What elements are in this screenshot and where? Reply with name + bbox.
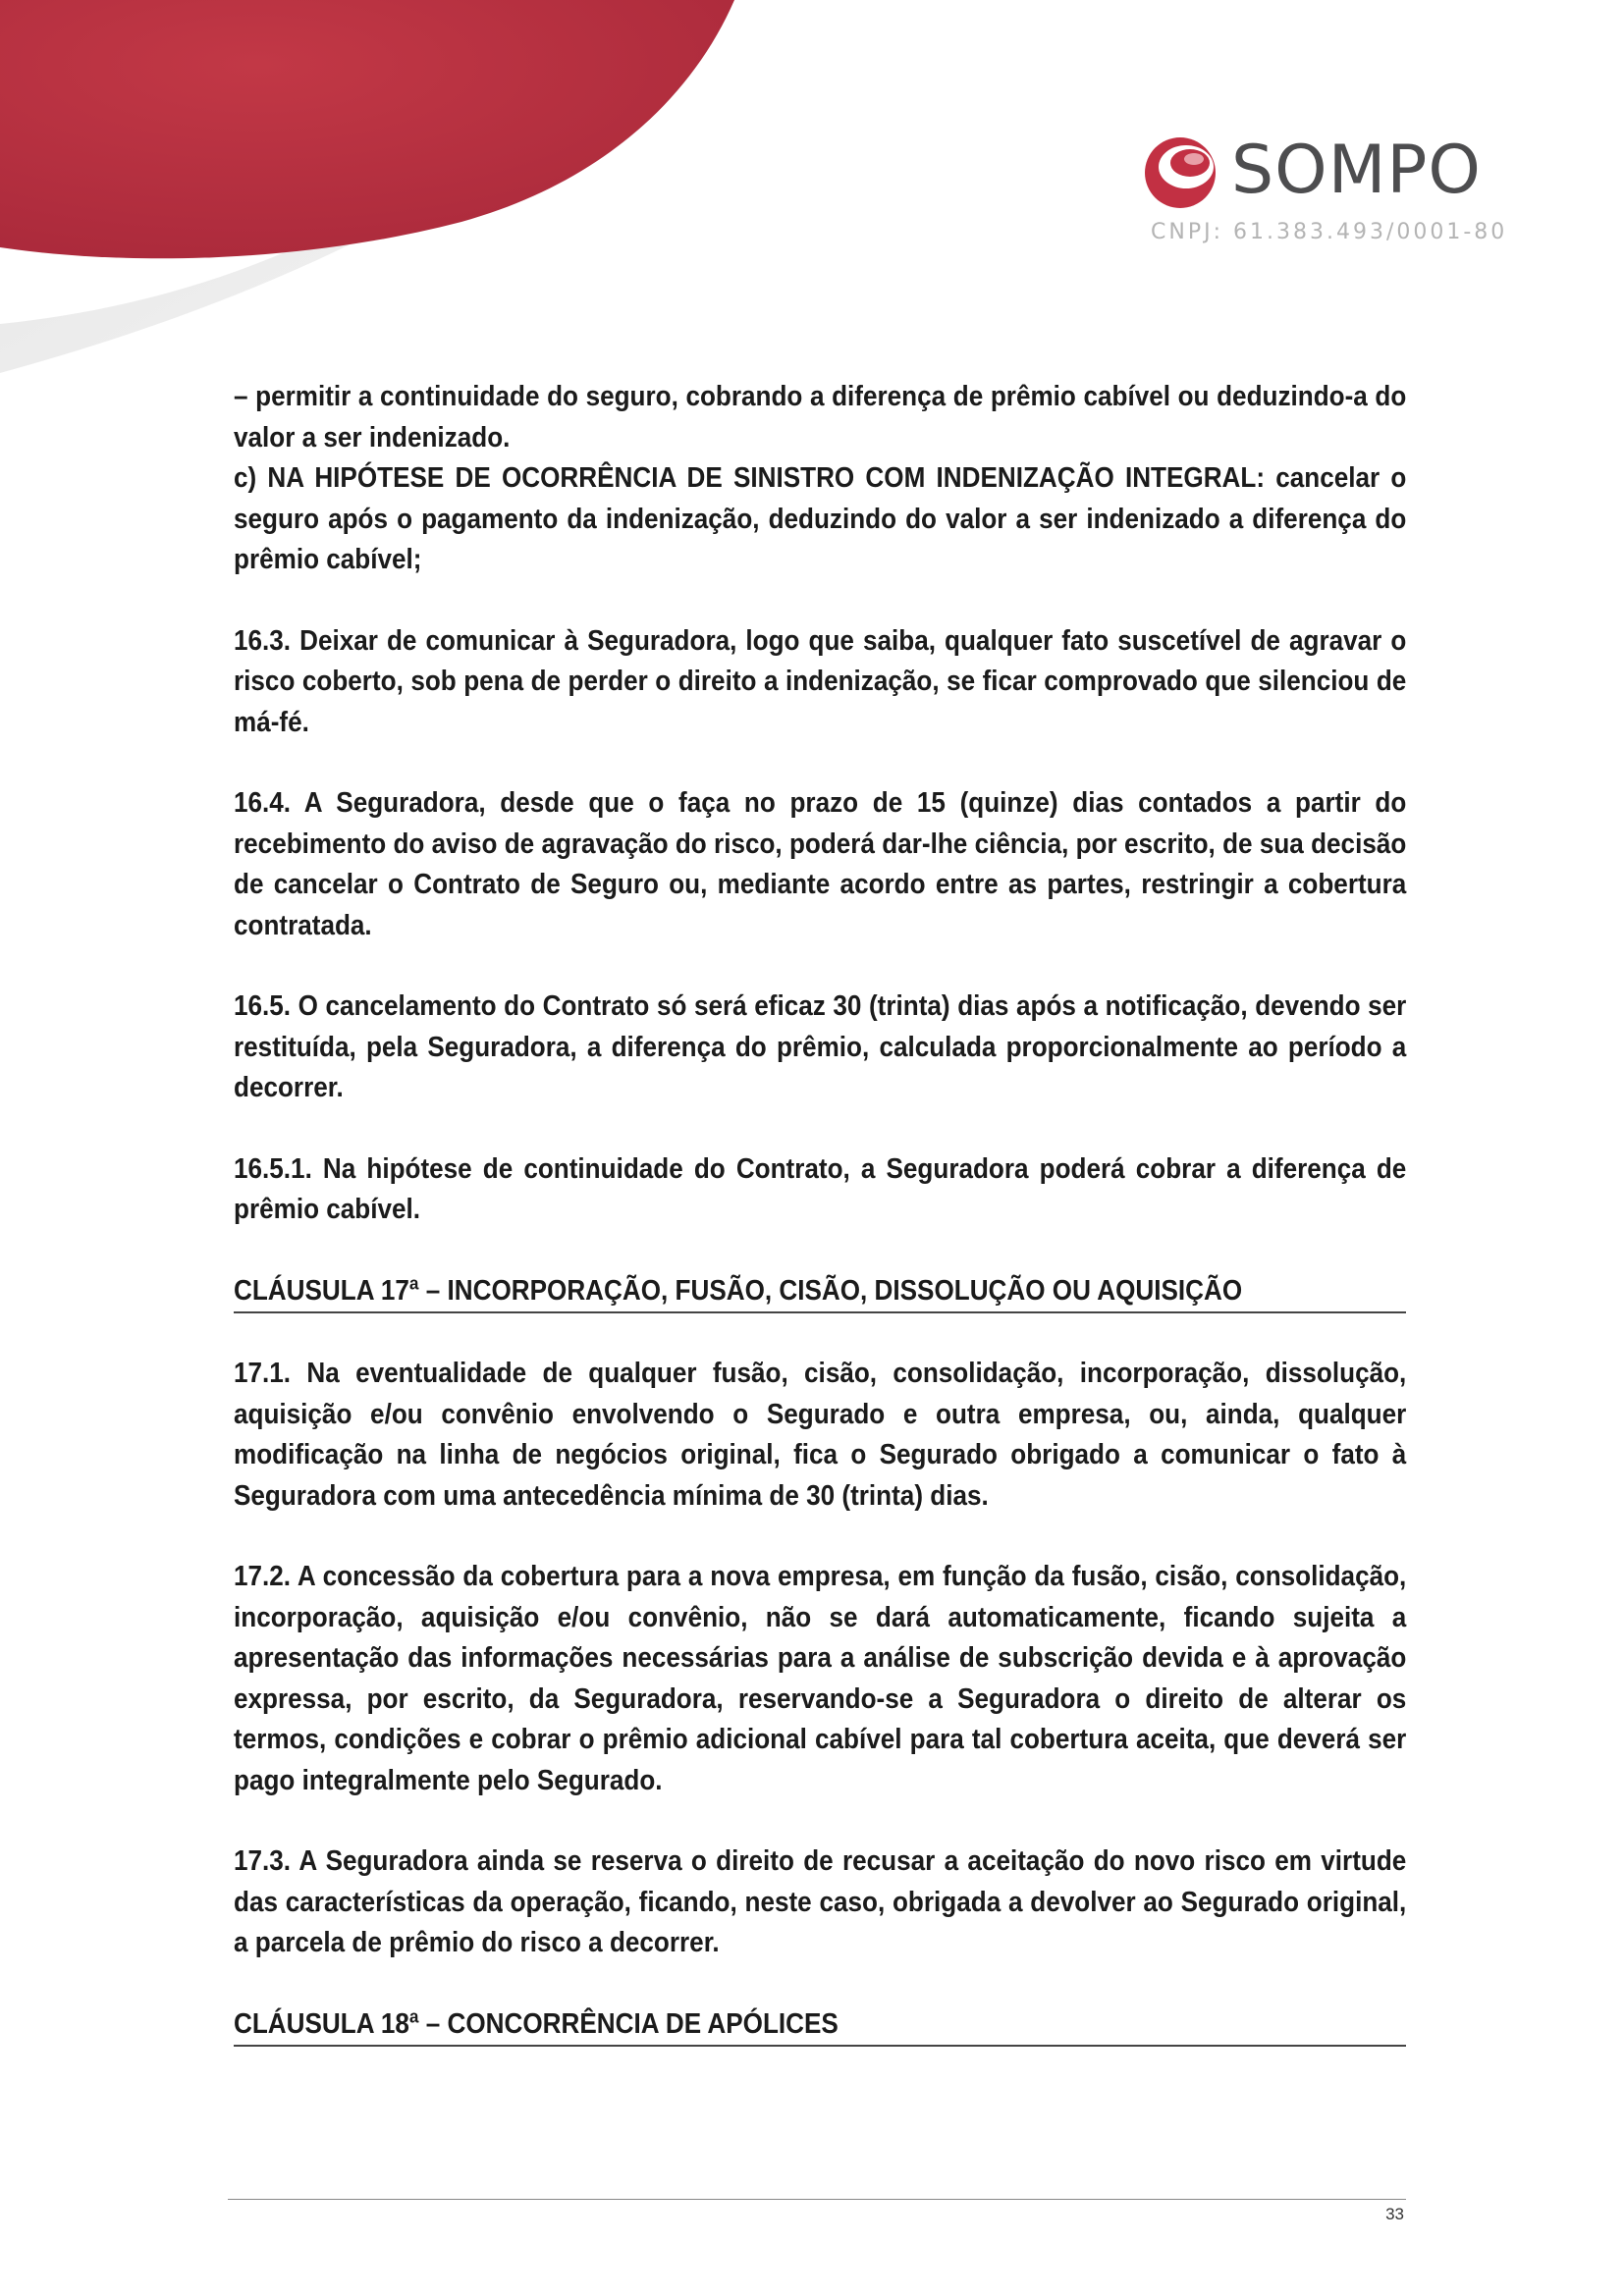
clause-18-heading: CLÁUSULA 18ª – CONCORRÊNCIA DE APÓLICES bbox=[234, 2007, 839, 2040]
footer-divider bbox=[228, 2199, 1406, 2200]
header-red-shape bbox=[0, 0, 734, 258]
company-logo bbox=[1141, 126, 1514, 243]
clause-18-underline bbox=[234, 2045, 1406, 2047]
paragraph-item-c: c) NA HIPÓTESE DE OCORRÊNCIA DE SINISTRO COM INDENIZAÇÃO INTEGRAL: cancelar o seguro após o pagamento da indenização, deduzindo do valor a ser indenizado a diferença do prêmio cabível; bbox=[234, 462, 1407, 575]
company-cnpj: CNPJ: 61.383.493/0001-80 bbox=[1151, 220, 1508, 244]
paragraph-16-5: 16.5. O cancelamento do Contrato só será eficaz 30 (trinta) dias após a notificação, devendo ser restituída, pela Seguradora, a diferença do prêmio, calculada proporcionalmente ao período a decorrer. bbox=[234, 990, 1407, 1103]
paragraph-16-4: 16.4. A Seguradora, desde que o faça no prazo de 15 (quinze) dias contados a partir do recebimento do aviso de agravação do risco, poderá dar-lhe ciência, por escrito, de sua decisão de cancelar o Contrato de Seguro ou, mediante acordo entre as partes, restringir a cobertura contratada. bbox=[234, 787, 1407, 941]
paragraph-17-2: 17.2. A concessão da cobertura para a nova empresa, em função da fusão, cisão, consolidação, incorporação, aquisição e/ou convênio, não se dará automaticamente, ficando sujeita a apresentação das informações necessárias para a análise de subscrição devida e à aprovação expressa, por escrito, da Seguradora, reservando-se a Seguradora o direito de alterar os termos, condições e cobrar o prêmio adicional cabível para tal cobertura aceita, que deverá ser pago integralmente pelo Segurado. bbox=[234, 1561, 1407, 1796]
paragraph-17-1: 17.1. Na eventualidade de qualquer fusão, cisão, consolidação, incorporação, dissolução, aquisição e/ou convênio envolvendo o Segurado e outra empresa, ou, ainda, qualquer modificação na linha de negócios original, fica o Segurado obrigado a comunicar o fato à Seguradora com uma antecedência mínima de 30 (trinta) dias. bbox=[234, 1358, 1407, 1512]
logo-wordmark: SOMPO bbox=[1231, 132, 1482, 209]
paragraph-16-5-1: 16.5.1. Na hipótese de continuidade do Contrato, a Seguradora poderá cobrar a diferença de prêmio cabível. bbox=[234, 1152, 1407, 1225]
document-body bbox=[234, 377, 1406, 2047]
paragraph-17-3: 17.3. A Seguradora ainda se reserva o direito de recusar a aceitação do novo risco em virtude das características da operação, ficando, neste caso, obrigada a devolver ao Segurado original, a parcela de prêmio do risco a decorrer. bbox=[234, 1845, 1407, 1958]
logo-mark-icon bbox=[1141, 130, 1223, 212]
paragraph-16-3: 16.3. Deixar de comunicar à Seguradora, logo que saiba, qualquer fato suscetível de agravar o risco coberto, sob pena de perder o direito a indenização, se ficar comprovado que silenciou de má-fé. bbox=[234, 624, 1407, 738]
page-number: 33 bbox=[1385, 2205, 1404, 2223]
clause-17-heading: CLÁUSULA 17ª – INCORPORAÇÃO, FUSÃO, CISÃO, DISSOLUÇÃO OU AQUISIÇÃO bbox=[234, 1274, 1243, 1307]
paragraph-continuity: – permitir a continuidade do seguro, cobrando a diferença de prêmio cabível ou deduzindo-a do valor a ser indenizado. bbox=[234, 381, 1407, 454]
